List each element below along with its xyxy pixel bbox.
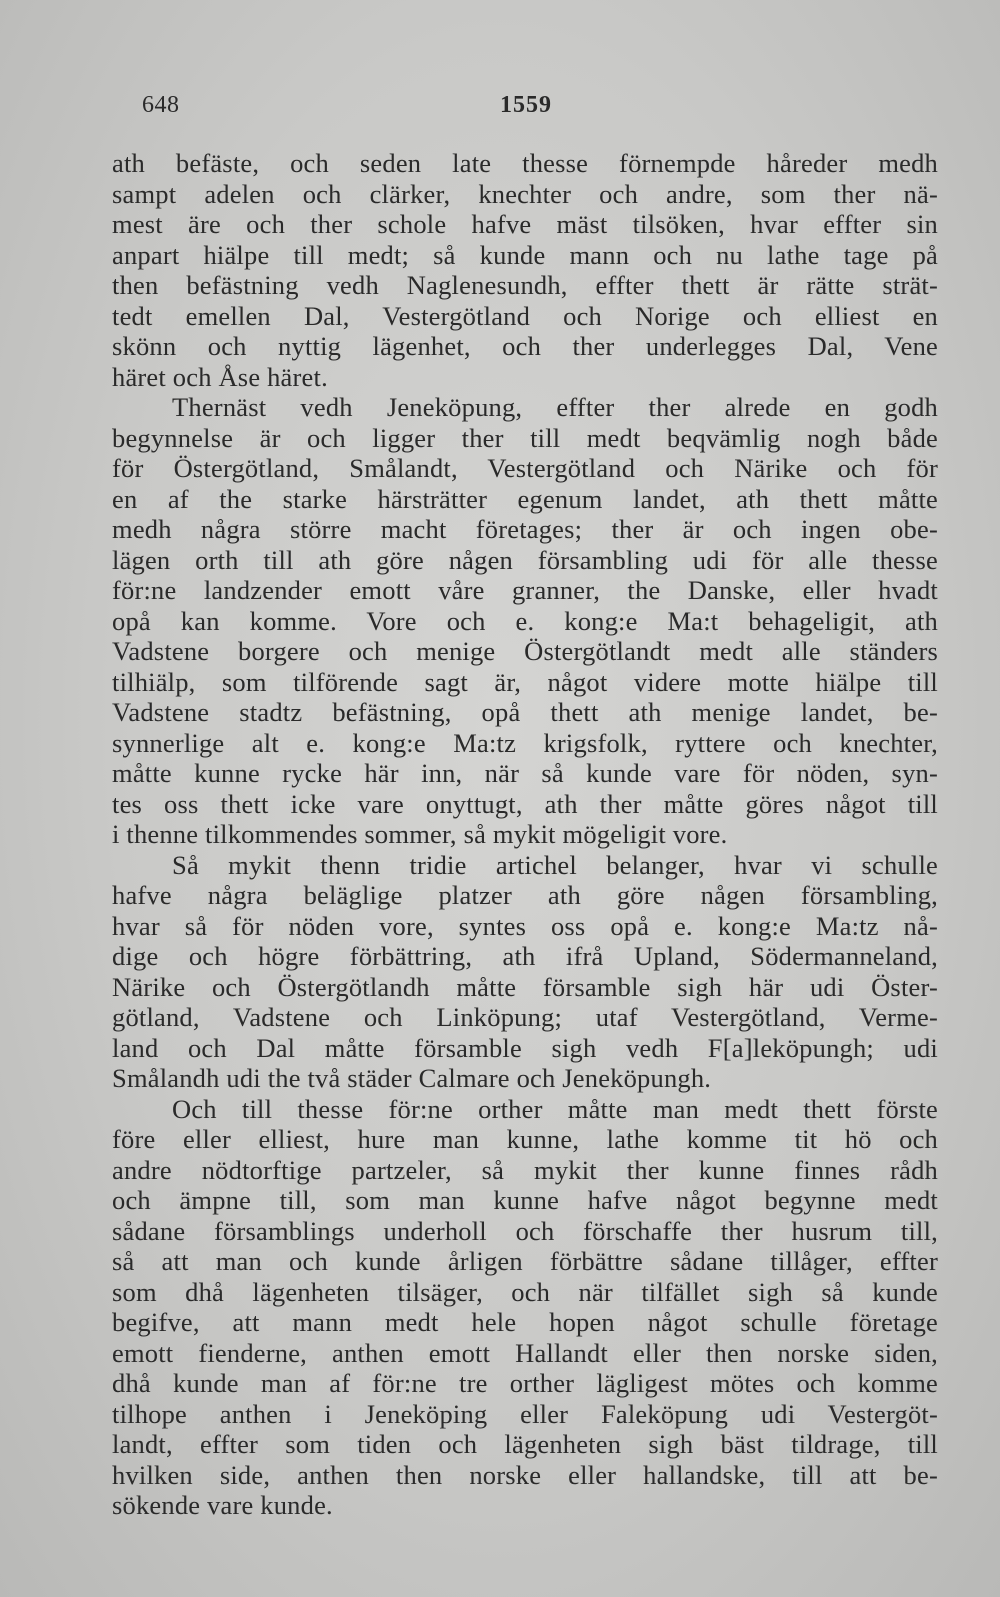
body-text xyxy=(112,148,938,1521)
text-line: häret och Åse häret. xyxy=(112,361,328,392)
text-line: i thenne tilkommendes sommer, så mykit mögeligit vore. xyxy=(112,819,728,849)
text-line: Så mykit thenn tridie artichel belanger, hvar vi schulle xyxy=(172,849,938,880)
text-line: tedt emellen Dal, Vestergötland och Norige och elliest en xyxy=(112,300,938,331)
text-line: måtte kunne rycke här inn, när så kunde vare för nöden, syn- xyxy=(112,758,938,788)
header-year: 1559 xyxy=(500,92,552,118)
text-line: götland, Vadstene och Linköpung; utaf Vestergötland, Verme- xyxy=(112,1002,938,1032)
text-line: en af the starke härsträtter egenum landet, ath thett måtte xyxy=(112,483,938,514)
text-line: opå kan komme. Vore och e. kong:e Ma:t behageligit, ath xyxy=(112,605,938,636)
text-line: begynnelse är och ligger ther till medt beqvämlig nogh både xyxy=(112,422,938,453)
text-line: mest äre och ther schole hafve mäst tilsöken, hvar effter sin xyxy=(112,209,938,239)
text-line: sökende vare kunde. xyxy=(112,1490,333,1520)
text-line: för Östergötland, Smålandt, Vestergötland och Närike och för xyxy=(112,453,938,483)
text-line: skönn och nyttig lägenhet, och ther underlegges Dal, Vene xyxy=(112,331,938,361)
text-line: som dhå lägenheten tilsäger, och när tilfället sigh så kunde xyxy=(112,1276,938,1307)
text-line: begifve, att mann medt hele hopen något schulle företage xyxy=(112,1307,938,1337)
text-line: Närike och Östergötlandh måtte församble sigh här udi Öster- xyxy=(112,971,938,1002)
text-line: och ämpne till, som man kunne hafve något begynne medt xyxy=(112,1185,938,1215)
page-number: 648 xyxy=(142,92,180,118)
text-line: medh några större macht företages; ther är och ingen obe- xyxy=(112,514,938,544)
text-line: synnerlige alt e. kong:e Ma:tz krigsfolk, ryttere och knechter, xyxy=(112,727,938,758)
text-line: sampt adelen och clärker, knechter och andre, som ther nä- xyxy=(112,178,938,209)
text-line: sådane församblings underholl och förschaffe ther husrum till, xyxy=(112,1215,938,1246)
text-line: dhå kunde man af för:ne tre orther lägligest mötes och komme xyxy=(112,1368,938,1398)
text-line: före eller elliest, hure man kunne, lathe komme tit hö och xyxy=(112,1124,938,1154)
text-line: anpart hiälpe till medt; så kunde mann och nu lathe tage på xyxy=(112,239,938,270)
text-line: andre nödtorftige partzeler, så mykit ther kunne finnes rådh xyxy=(112,1154,938,1185)
text-line: emott fienderne, anthen emott Hallandt eller then norske siden, xyxy=(112,1337,938,1368)
text-line: Och till thesse för:ne orther måtte man medt thett förste xyxy=(172,1093,938,1124)
text-line: dige och högre förbättring, ath ifrå Upland, Södermanneland, xyxy=(112,941,938,971)
text-line: tes oss thett icke vare onyttugt, ath ther måtte göres något till xyxy=(112,788,938,819)
text-line: landt, effter som tiden och lägenheten sigh bäst tildrage, till xyxy=(112,1429,938,1459)
text-line: tilhiälp, som tilförende sagt är, något videre motte hiälpe till xyxy=(112,666,938,697)
text-line: hvilken side, anthen then norske eller hallandske, till att be- xyxy=(112,1459,938,1490)
text-line: land och Dal måtte församble sigh vedh F[a]leköpungh; udi xyxy=(112,1032,938,1063)
text-line: Vadstene stadtz befästning, opå thett ath menige landet, be- xyxy=(112,697,938,727)
text-line: för:ne landzender emott våre granner, the Danske, eller hvadt xyxy=(112,575,938,605)
text-line: hafve några beläglige platzer ath göre någen försambling, xyxy=(112,880,938,910)
text-line: then befästning vedh Naglenesundh, effter thett är rätte strät- xyxy=(112,270,938,300)
running-head xyxy=(142,92,942,122)
text-line: Thernäst vedh Jeneköpung, effter ther alrede en godh xyxy=(172,392,938,422)
text-line: tilhope anthen i Jeneköping eller Faleköpung udi Vestergöt- xyxy=(112,1398,938,1429)
text-line: Smålandh udi the två städer Calmare och Jeneköpungh. xyxy=(112,1063,712,1093)
text-line: så att man och kunde årligen förbättre sådane tillåger, effter xyxy=(112,1246,938,1276)
text-line: hvar så för nöden vore, syntes oss opå e. kong:e Ma:tz nå- xyxy=(112,910,938,941)
text-line: ath befäste, och seden late thesse förnempde håreder medh xyxy=(112,148,938,178)
text-line: lägen orth till ath göre någen försambling udi för alle thesse xyxy=(112,544,938,575)
text-line: Vadstene borgere och menige Östergötlandt medt alle ständers xyxy=(112,636,938,666)
